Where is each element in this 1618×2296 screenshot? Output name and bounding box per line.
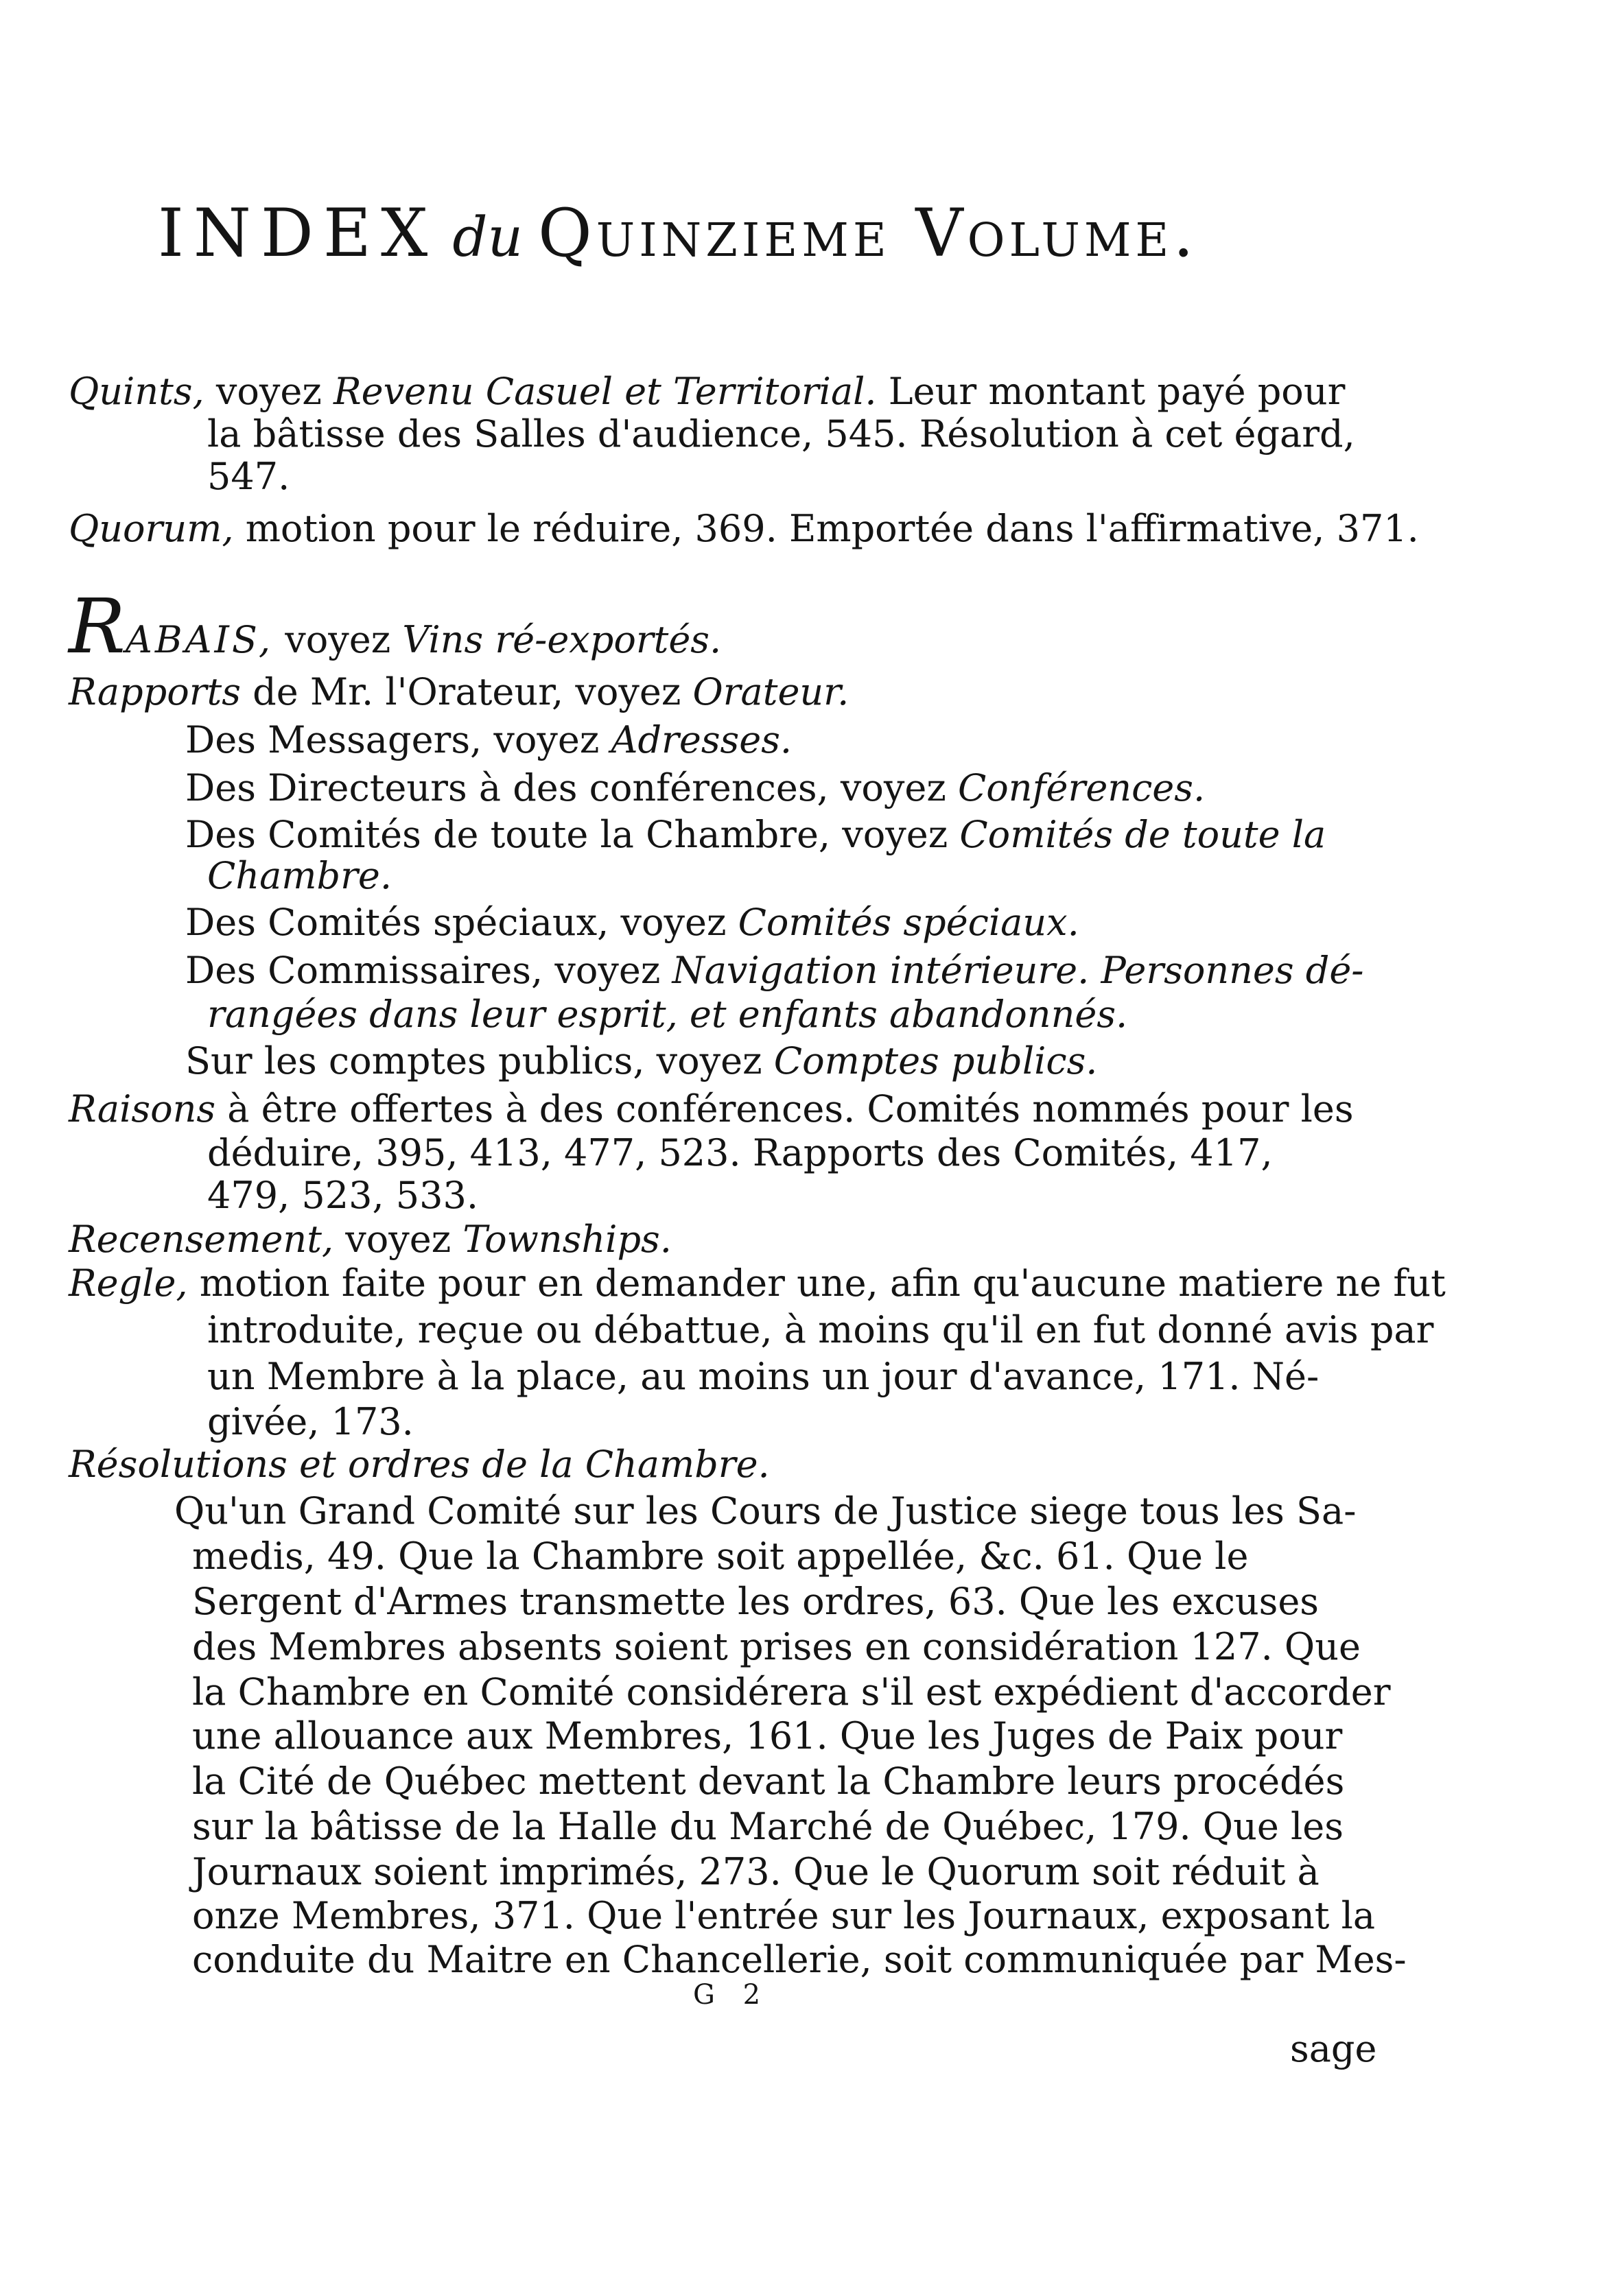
entry-rapports-line-8: rangées dans leur esprit, et enfants abandonnés. — [207, 993, 1128, 1036]
entry-quorum-line-1: Quorum, motion pour le réduire, 369. Emportée dans l'affirmative, 371. — [69, 507, 1419, 550]
entry-quints-head: Quints, — [69, 370, 204, 413]
entry-resolutions-line: la Chambre en Comité considérera s'il est expédient d'accorder — [192, 1670, 1391, 1714]
entry-rabais-head: ABAIS, — [125, 618, 274, 661]
entry-rapports-line-6: Des Comités spéciaux, voyez Comités spéciaux. — [185, 901, 1079, 944]
entry-raisons-line-3: 479, 523, 533. — [207, 1174, 479, 1217]
entry-recensement: Recensement, voyez Townships. — [69, 1218, 672, 1261]
entry-recensement-head: Recensement, — [69, 1218, 334, 1261]
entry-quints-line-1: Quints, voyez Revenu Casuel et Territorial. Leur montant payé pour — [69, 370, 1346, 413]
entry-rapports-line-1: Rapports de Mr. l'Orateur, voyez Orateur. — [69, 670, 849, 713]
entry-resolutions-line: conduite du Maitre en Chancellerie, soit communiquée par Mes- — [192, 1938, 1407, 1981]
entry-regle-line-3: un Membre à la place, au moins un jour d'avance, 171. Né- — [207, 1355, 1320, 1398]
drop-letter-r: R — [69, 582, 126, 670]
title-index: INDEX — [158, 195, 438, 272]
entry-rapports-line-5: Chambre. — [207, 854, 392, 897]
entry-rapports-line-4: Des Comités de toute la Chambre, voyez Comités de toute la — [185, 813, 1326, 856]
entry-resolutions-line: des Membres absents soient prises en considération 127. Que — [192, 1625, 1361, 1668]
entry-rapports-line-7: Des Commissaires, voyez Navigation intérieure. Personnes dé- — [185, 949, 1364, 992]
entry-rapports-line-3: Des Directeurs à des conférences, voyez Conférences. — [185, 766, 1206, 809]
entry-resolutions-line: la Cité de Québec mettent devant la Chambre leurs procédés — [192, 1760, 1345, 1803]
entry-quorum-head: Quorum, — [69, 507, 234, 550]
entry-regle-line-1: Regle, motion faite pour en demander une, afin qu'aucune matiere ne fut — [69, 1262, 1446, 1305]
entry-resolutions-head: Résolutions et ordres de la Chambre. — [69, 1443, 770, 1486]
entry-resolutions-line: onze Membres, 371. Que l'entrée sur les Journaux, exposant la — [192, 1894, 1376, 1937]
entry-rapports-head: Rapports — [69, 670, 241, 713]
catchword: sage — [1290, 2027, 1377, 2070]
entry-rabais-ref: Vins ré-exportés. — [402, 618, 722, 661]
entry-quints-ref: Revenu Casuel et Territorial. — [333, 370, 877, 413]
entry-raisons-line-2: déduire, 395, 413, 477, 523. Rapports des Comités, 417, — [207, 1131, 1273, 1174]
entry-quints-line-3: 547. — [207, 455, 290, 498]
entry-raisons-head: Raisons — [69, 1087, 216, 1131]
entry-raisons-line-1: Raisons à être offertes à des conférences. Comités nommés pour les — [69, 1087, 1354, 1131]
entry-resolutions-line: Journaux soient imprimés, 273. Que le Quorum soit réduit à — [192, 1850, 1320, 1893]
entry-rapports-line-9: Sur les comptes publics, voyez Comptes publics. — [185, 1039, 1098, 1082]
entry-resolutions-line: Qu'un Grand Comité sur les Cours de Justice siege tous les Sa- — [174, 1489, 1357, 1532]
entry-regle-head: Regle, — [69, 1262, 188, 1305]
title-du: du — [452, 205, 524, 269]
entry-regle-line-2: introduite, reçue ou débattue, à moins qu'il en fut donné avis par — [207, 1308, 1434, 1351]
entry-resolutions-line: une allouance aux Membres, 161. Que les Juges de Paix pour — [192, 1714, 1343, 1757]
entry-resolutions-line: sur la bâtisse de la Halle du Marché de Québec, 179. Que les — [192, 1805, 1344, 1848]
title-volume: Quinzieme Volume. — [538, 195, 1198, 272]
entry-rapports-line-2: Des Messagers, voyez Adresses. — [185, 718, 793, 761]
entry-quints-line-2: la bâtisse des Salles d'audience, 545. Résolution à cet égard, — [207, 412, 1355, 455]
entry-resolutions-line: medis, 49. Que la Chambre soit appellée, &c. 61. Que le — [192, 1535, 1249, 1578]
signature-mark: G 2 — [693, 1979, 771, 2011]
entry-regle-line-4: givée, 173. — [207, 1400, 414, 1443]
page-title — [158, 195, 1393, 272]
entry-resolutions-line: Sergent d'Armes transmette les ordres, 63. Que les excuses — [192, 1580, 1320, 1623]
section-letter-r: RABAIS, voyez Vins ré-exportés. — [69, 582, 722, 670]
